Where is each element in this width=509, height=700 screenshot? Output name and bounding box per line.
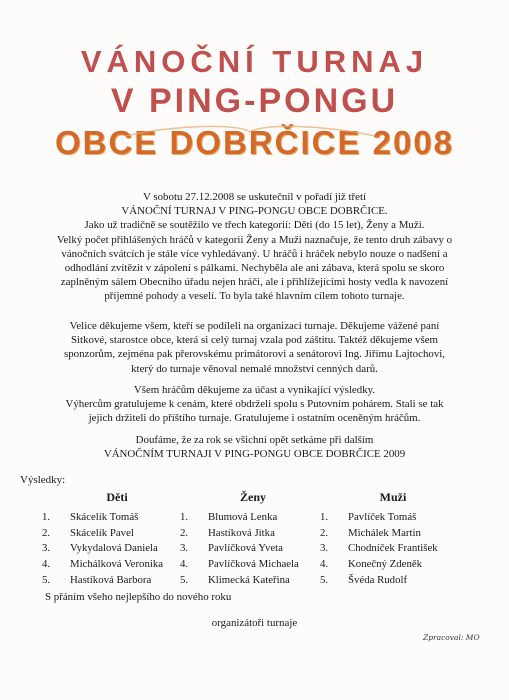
- result-row: [180, 510, 320, 526]
- results-label: Výsledky:: [20, 474, 66, 486]
- results-column-muzi: [320, 490, 460, 589]
- ranking-list: [320, 510, 460, 589]
- paragraph-line: Doufáme, že za rok se všichni opět setkáme při dalším: [135, 434, 374, 446]
- rank-number: 2.: [42, 526, 51, 539]
- result-row: [320, 573, 460, 589]
- result-row: [42, 573, 182, 589]
- organizers-signoff: organizátoři turnaje: [211, 617, 298, 629]
- paragraph-line: Velice děkujeme všem, kteří se podíleli na organizaci turnaje. Děkujeme vážené paní: [69, 320, 440, 332]
- player-name: Pavlíčková Yveta: [208, 542, 283, 555]
- player-name: Konečný Zdeněk: [348, 558, 423, 571]
- result-row: [320, 526, 460, 542]
- ranking-list: [42, 510, 182, 589]
- result-row: [320, 510, 460, 526]
- category-heading: Muži: [379, 490, 407, 504]
- paragraph-line: odhodlání zvítězit v zápolení s pálkami. Nechyběla ale ani zábava, která spolu se skoro: [64, 262, 445, 275]
- paragraph-line: Všem hráčům děkujeme za účast a vynikající výsledky.: [133, 384, 376, 396]
- paragraph-line: VÁNOČNÍ TURNAJ V PING-PONGU OBCE DOBRČICE.: [121, 205, 388, 218]
- result-row: [42, 541, 182, 557]
- title-line-3: OBCE DOBRČICE 2008: [54, 124, 455, 161]
- paragraph-line: V sobotu 27.12.2008 se uskutečnil v pořadí již třetí: [142, 191, 367, 203]
- result-row: [320, 541, 460, 557]
- paragraph-line: Sitkové, starostce obce, která si celý turnaj vzala pod záštitu. Taktéž děkujeme všem: [70, 334, 439, 347]
- author-signature: Zpracoval: MO: [423, 633, 480, 642]
- title-line-2: V PING-PONGU: [110, 82, 399, 120]
- paragraph-line: sponzorům, zejména pak přerovskému primátorovi a senátorovi Ing. Jiřímu Lajtochovi,: [63, 348, 446, 361]
- paragraph-line: Velký počet přihlášených hráčů v kategorii Ženy a Muži naznačuje, že tento druh zábavy o: [56, 233, 453, 246]
- category-heading: Děti: [106, 490, 128, 504]
- paragraph-next-year: [30, 433, 479, 461]
- results-column-zeny: [180, 490, 320, 589]
- result-row: [180, 557, 320, 573]
- result-row: [42, 526, 182, 542]
- ranking-list: [180, 510, 320, 589]
- rank-number: 4.: [320, 558, 329, 571]
- rank-number: 5.: [42, 573, 51, 586]
- paragraph-line: zaplněným sálem Obecního úřadu nejen hráči, ale i přihlížejícími hosty vedla k navození: [60, 276, 449, 289]
- player-name: Vykydalová Daniela: [70, 542, 158, 555]
- rank-number: 1.: [180, 511, 189, 523]
- player-name: Michálek Martin: [348, 526, 421, 539]
- player-name: Klimecká Kateřina: [208, 573, 290, 586]
- rank-number: 2.: [320, 526, 329, 539]
- paragraph-thanks: [30, 319, 479, 376]
- rank-number: 5.: [320, 573, 329, 586]
- paragraph-intro: [30, 190, 479, 304]
- player-name: Chodníček František: [348, 542, 438, 555]
- paragraph-line: jejich držiteli do příštího turnaje. Gratulujeme i ostatním oceněným hráčům.: [88, 412, 421, 425]
- paragraph-line: Výhercům gratulujeme k cenám, které obdrželi spolu s Putovním pohárem. Stali se tak: [65, 398, 444, 411]
- rank-number: 5.: [180, 573, 189, 586]
- result-row: [180, 526, 320, 542]
- paragraph-line: příjemné pohody a veselí. To byla také hlavním cílem tohoto turnaje.: [104, 290, 405, 303]
- rank-number: 1.: [42, 511, 51, 523]
- player-name: Skácelík Pavel: [70, 526, 134, 539]
- player-name: Michálková Veronika: [70, 558, 164, 571]
- rank-number: 4.: [42, 558, 51, 571]
- paragraph-line: vánočních svátcích je stále více vyhledávaný. U hráčů i hráček nebylo nouze o nadšení a: [61, 247, 448, 260]
- paragraph-line: VÁNOČNÍM TURNAJI V PING-PONGU OBCE DOBRČICE 2009: [103, 448, 406, 461]
- rank-number: 2.: [180, 526, 189, 539]
- player-name: Pavlíček Tomáš: [348, 511, 417, 523]
- result-row: [320, 557, 460, 573]
- player-name: Blumová Lenka: [208, 511, 278, 523]
- results-column-deti: [42, 490, 182, 589]
- rank-number: 4.: [180, 558, 189, 571]
- category-heading: Ženy: [239, 490, 266, 504]
- result-row: [42, 510, 182, 526]
- result-row: [180, 573, 320, 589]
- paragraph-line: Jako už tradičně se soutěžilo ve třech kategorií: Děti (do 15 let), Ženy a Muži.: [84, 219, 425, 232]
- rank-number: 3.: [42, 542, 51, 555]
- closing-wishes: S přáním všeho nejlepšího do nového roku: [45, 591, 232, 603]
- paragraph-players: [30, 383, 479, 426]
- rank-number: 3.: [180, 542, 189, 555]
- title-line-1: VÁNOČNÍ TURNAJ: [80, 44, 429, 79]
- player-name: Pavlíčková Michaela: [208, 558, 299, 571]
- player-name: Hastíková Barbora: [70, 573, 152, 586]
- paragraph-line: který do turnaje věnoval nemalé množství cenných darů.: [131, 362, 378, 375]
- player-name: Skácelík Tomáš: [70, 511, 139, 523]
- player-name: Švéda Rudolf: [348, 573, 408, 586]
- rank-number: 3.: [320, 542, 329, 555]
- player-name: Hastíková Jitka: [208, 526, 275, 539]
- rank-number: 1.: [320, 511, 329, 523]
- result-row: [180, 541, 320, 557]
- result-row: [42, 557, 182, 573]
